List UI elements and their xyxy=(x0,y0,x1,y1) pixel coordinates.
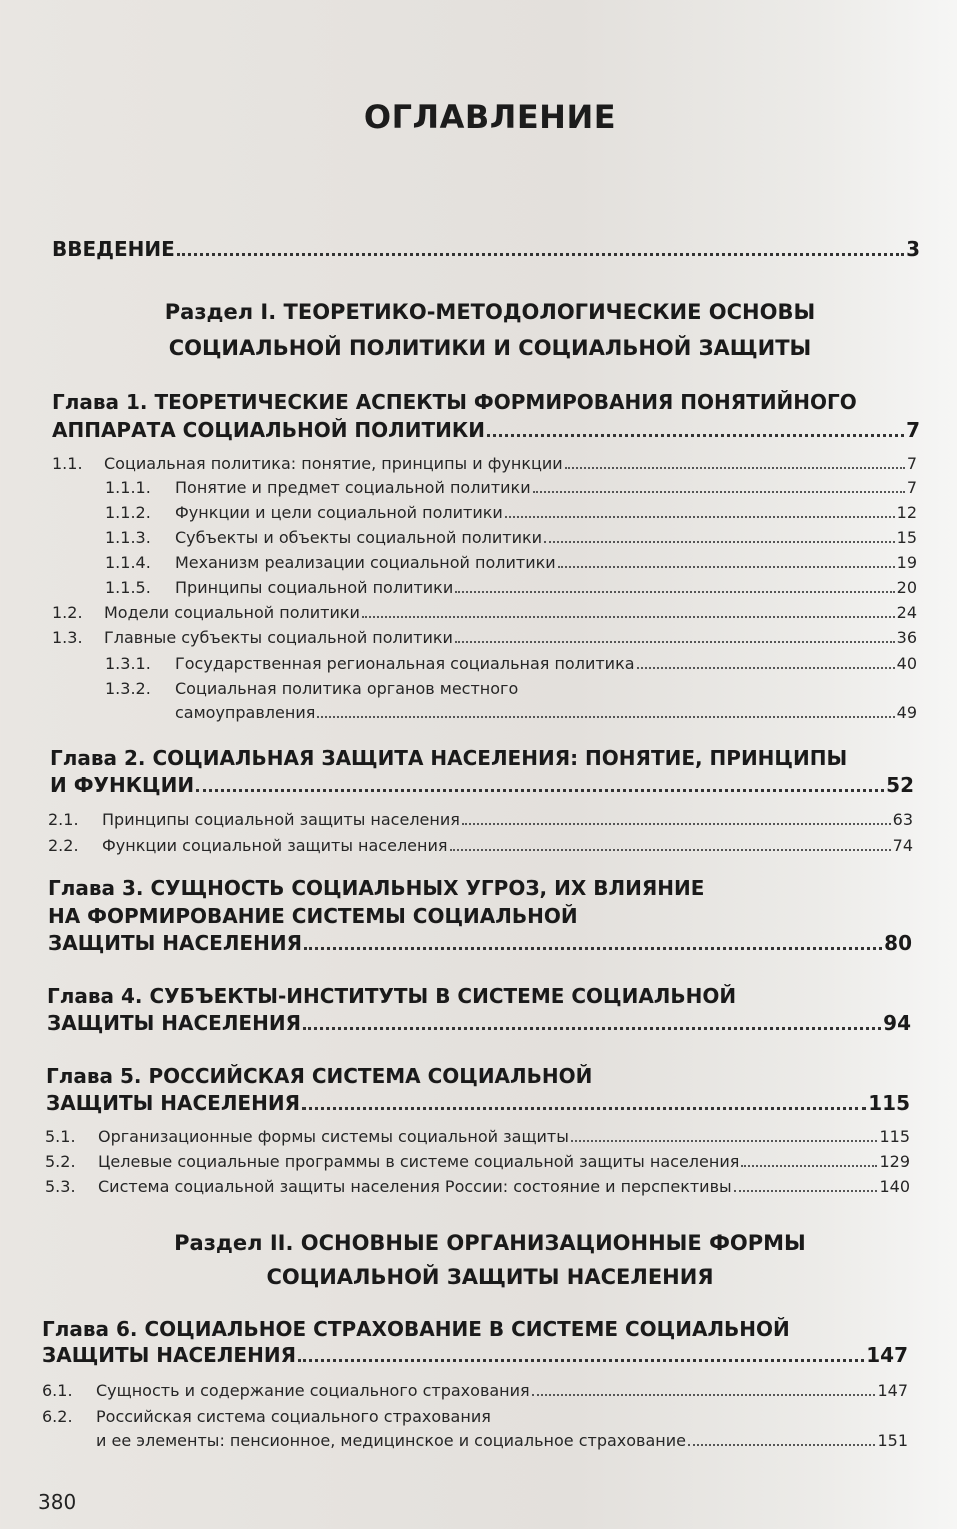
toc-item[interactable] xyxy=(98,1177,910,1196)
toc-item[interactable] xyxy=(175,553,917,572)
toc-item-label: Главные субъекты социальной политики xyxy=(104,628,453,647)
toc-entry-label: ЗАЩИТЫ НАСЕЛЕНИЯ xyxy=(46,1091,300,1115)
dot-leader xyxy=(571,1140,878,1142)
part2-title-line2: СОЦИАЛЬНОЙ ЗАЩИТЫ НАСЕЛЕНИЯ xyxy=(266,1265,714,1289)
toc-entry-ch4[interactable] xyxy=(47,1011,911,1035)
toc-item[interactable] xyxy=(175,503,917,522)
toc-item-label: Принципы социальной политики xyxy=(175,578,454,597)
dot-leader xyxy=(455,641,895,643)
dot-leader xyxy=(688,1444,875,1446)
toc-entry-ch3[interactable] xyxy=(48,931,912,955)
toc-item-label-line1: Российская система социального страхования xyxy=(96,1407,491,1426)
toc-item-label: Функции и цели социальной политики xyxy=(175,503,503,522)
dot-leader xyxy=(302,1107,866,1110)
toc-item[interactable] xyxy=(102,810,913,829)
dot-leader xyxy=(317,716,894,718)
toc-item-number: 1.1.2. xyxy=(105,503,151,522)
dot-leader xyxy=(196,789,884,792)
toc-item-label: Понятие и предмет социальной политики xyxy=(175,478,531,497)
dot-leader xyxy=(558,566,895,568)
toc-entry-intro[interactable] xyxy=(52,237,920,261)
toc-entry-page: 115 xyxy=(868,1091,910,1115)
dot-leader xyxy=(565,467,905,469)
toc-item[interactable] xyxy=(102,836,913,855)
toc-item[interactable] xyxy=(104,603,917,622)
toc-entry-page: 147 xyxy=(866,1343,908,1367)
toc-item-number: 5.2. xyxy=(45,1152,76,1171)
toc-item-number: 1.3. xyxy=(52,628,83,647)
toc-entry-label: ЗАЩИТЫ НАСЕЛЕНИЯ xyxy=(48,931,302,955)
toc-item-number: 1.1.3. xyxy=(105,528,151,547)
toc-item-number: 2.2. xyxy=(48,836,79,855)
dot-leader xyxy=(637,667,895,669)
toc-item-page: 20 xyxy=(896,578,917,597)
toc-entry-label: ЗАЩИТЫ НАСЕЛЕНИЯ xyxy=(42,1343,296,1367)
toc-item-number: 1.1.4. xyxy=(105,553,151,572)
toc-item-page: 129 xyxy=(879,1152,910,1171)
ch5-title-line1: Глава 5. РОССИЙСКАЯ СИСТЕМА СОЦИАЛЬНОЙ xyxy=(46,1064,593,1088)
ch4-title-line1: Глава 4. СУБЪЕКТЫ-ИНСТИТУТЫ В СИСТЕМЕ СОЦИАЛЬНОЙ xyxy=(47,984,737,1008)
dot-leader xyxy=(734,1190,878,1192)
toc-entry-ch6[interactable] xyxy=(42,1343,908,1367)
toc-item-page: 7 xyxy=(906,478,917,497)
toc-entry-label: ВВЕДЕНИЕ xyxy=(52,237,175,261)
toc-item-label: Принципы социальной защиты населения xyxy=(102,810,460,829)
toc-item-number: 1.3.1. xyxy=(105,654,151,673)
ch3-title-line2: НА ФОРМИРОВАНИЕ СИСТЕМЫ СОЦИАЛЬНОЙ xyxy=(48,904,578,928)
toc-item-label: Целевые социальные программы в системе социальной защиты населения xyxy=(98,1152,740,1171)
toc-item[interactable] xyxy=(175,528,917,547)
dot-leader xyxy=(304,947,882,950)
toc-item-number: 1.1. xyxy=(52,454,83,473)
toc-item-page: 15 xyxy=(896,528,917,547)
toc-entry-label: ЗАЩИТЫ НАСЕЛЕНИЯ xyxy=(47,1011,301,1035)
toc-item-number: 6.1. xyxy=(42,1381,73,1400)
ch1-title-line1: Глава 1. ТЕОРЕТИЧЕСКИЕ АСПЕКТЫ ФОРМИРОВАНИЯ ПОНЯТИЙНОГО xyxy=(52,390,857,414)
toc-item-label-line1: Социальная политика органов местного xyxy=(175,679,519,698)
toc-item[interactable] xyxy=(104,454,917,473)
toc-entry-page: 7 xyxy=(906,418,920,442)
ch3-title-line1: Глава 3. СУЩНОСТЬ СОЦИАЛЬНЫХ УГРОЗ, ИХ ВЛИЯНИЕ xyxy=(48,876,705,900)
toc-item-number: 5.1. xyxy=(45,1127,76,1146)
page-title: ОГЛАВЛЕНИЕ xyxy=(363,98,617,136)
toc-item[interactable] xyxy=(175,578,917,597)
toc-entry-ch5[interactable] xyxy=(46,1091,910,1115)
toc-item[interactable] xyxy=(96,1381,908,1400)
part2-title-line1: Раздел II. ОСНОВНЫЕ ОРГАНИЗАЦИОННЫЕ ФОРМЫ xyxy=(174,1231,806,1255)
toc-item-label: Механизм реализации социальной политики xyxy=(175,553,556,572)
toc-item-page: 49 xyxy=(896,703,917,722)
ch6-title-line1: Глава 6. СОЦИАЛЬНОЕ СТРАХОВАНИЕ В СИСТЕМЕ СОЦИАЛЬНОЙ xyxy=(42,1317,790,1341)
toc-entry-label: И ФУНКЦИИ xyxy=(50,773,195,797)
toc-entry-label: АППАРАТА СОЦИАЛЬНОЙ ПОЛИТИКИ xyxy=(52,418,485,442)
toc-item-number: 5.3. xyxy=(45,1177,76,1196)
toc-item-label: Сущность и содержание социального страхования xyxy=(96,1381,530,1400)
toc-item[interactable] xyxy=(96,1431,908,1450)
toc-item[interactable] xyxy=(98,1127,910,1146)
toc-item-label: Государственная региональная социальная политика xyxy=(175,654,635,673)
toc-item-number: 1.1.5. xyxy=(105,578,151,597)
toc-item-page: 63 xyxy=(892,810,913,829)
dot-leader xyxy=(533,491,905,493)
dot-leader xyxy=(362,616,895,618)
toc-item-label: Система социальной защиты населения России: состояние и перспективы xyxy=(98,1177,732,1196)
toc-item-label: и ее элементы: пенсионное, медицинское и социальное страхование xyxy=(96,1431,686,1450)
toc-item-number: 1.1.1. xyxy=(105,478,151,497)
toc-item-label: Функции социальной защиты населения xyxy=(102,836,448,855)
toc-item-label: Субъекты и объекты социальной политики xyxy=(175,528,543,547)
dot-leader xyxy=(462,823,891,825)
part1-title-line1: Раздел I. ТЕОРЕТИКО-МЕТОДОЛОГИЧЕСКИЕ ОСНОВЫ xyxy=(164,300,816,324)
dot-leader xyxy=(450,849,891,851)
dot-leader xyxy=(455,591,894,593)
part1-title-line2: СОЦИАЛЬНОЙ ПОЛИТИКИ И СОЦИАЛЬНОЙ ЗАЩИТЫ xyxy=(168,336,812,360)
toc-entry-ch2[interactable] xyxy=(50,773,914,797)
dot-leader xyxy=(298,1359,864,1362)
toc-item-number: 1.2. xyxy=(52,603,83,622)
toc-item[interactable] xyxy=(175,654,917,673)
toc-entry-ch1[interactable] xyxy=(52,418,920,442)
toc-item-page: 74 xyxy=(892,836,913,855)
ch2-title-line1: Глава 2. СОЦИАЛЬНАЯ ЗАЩИТА НАСЕЛЕНИЯ: ПОНЯТИЕ, ПРИНЦИПЫ xyxy=(50,746,848,770)
toc-item-number: 2.1. xyxy=(48,810,79,829)
dot-leader xyxy=(532,1394,876,1396)
toc-entry-page: 3 xyxy=(906,237,920,261)
dot-leader xyxy=(487,434,904,437)
toc-item-label: самоуправления xyxy=(175,703,316,722)
dot-leader xyxy=(177,253,904,256)
toc-entry-page: 80 xyxy=(884,931,912,955)
toc-item-label: Модели социальной политики xyxy=(104,603,360,622)
toc-item-page: 147 xyxy=(877,1381,908,1400)
page-number: 380 xyxy=(38,1490,77,1514)
toc-item-page: 7 xyxy=(906,454,917,473)
toc-item-number: 6.2. xyxy=(42,1407,73,1426)
toc-item[interactable] xyxy=(175,703,917,722)
dot-leader xyxy=(505,516,895,518)
toc-item-page: 24 xyxy=(896,603,917,622)
toc-item[interactable] xyxy=(98,1152,910,1171)
toc-item-page: 19 xyxy=(896,553,917,572)
toc-item-number: 1.3.2. xyxy=(105,679,151,698)
toc-item-page: 151 xyxy=(877,1431,908,1450)
toc-item-label: Социальная политика: понятие, принципы и функции xyxy=(104,454,563,473)
dot-leader xyxy=(303,1027,881,1030)
toc-item-page: 115 xyxy=(879,1127,910,1146)
toc-item-page: 40 xyxy=(896,654,917,673)
dot-leader xyxy=(544,541,895,543)
toc-item-page: 36 xyxy=(896,628,917,647)
toc-item-page: 12 xyxy=(896,503,917,522)
toc-entry-page: 94 xyxy=(883,1011,911,1035)
toc-item[interactable] xyxy=(104,628,917,647)
toc-item-page: 140 xyxy=(879,1177,910,1196)
dot-leader xyxy=(741,1165,877,1167)
toc-item[interactable] xyxy=(175,478,917,497)
toc-item-label: Организационные формы системы социальной защиты xyxy=(98,1127,569,1146)
toc-entry-page: 52 xyxy=(886,773,914,797)
